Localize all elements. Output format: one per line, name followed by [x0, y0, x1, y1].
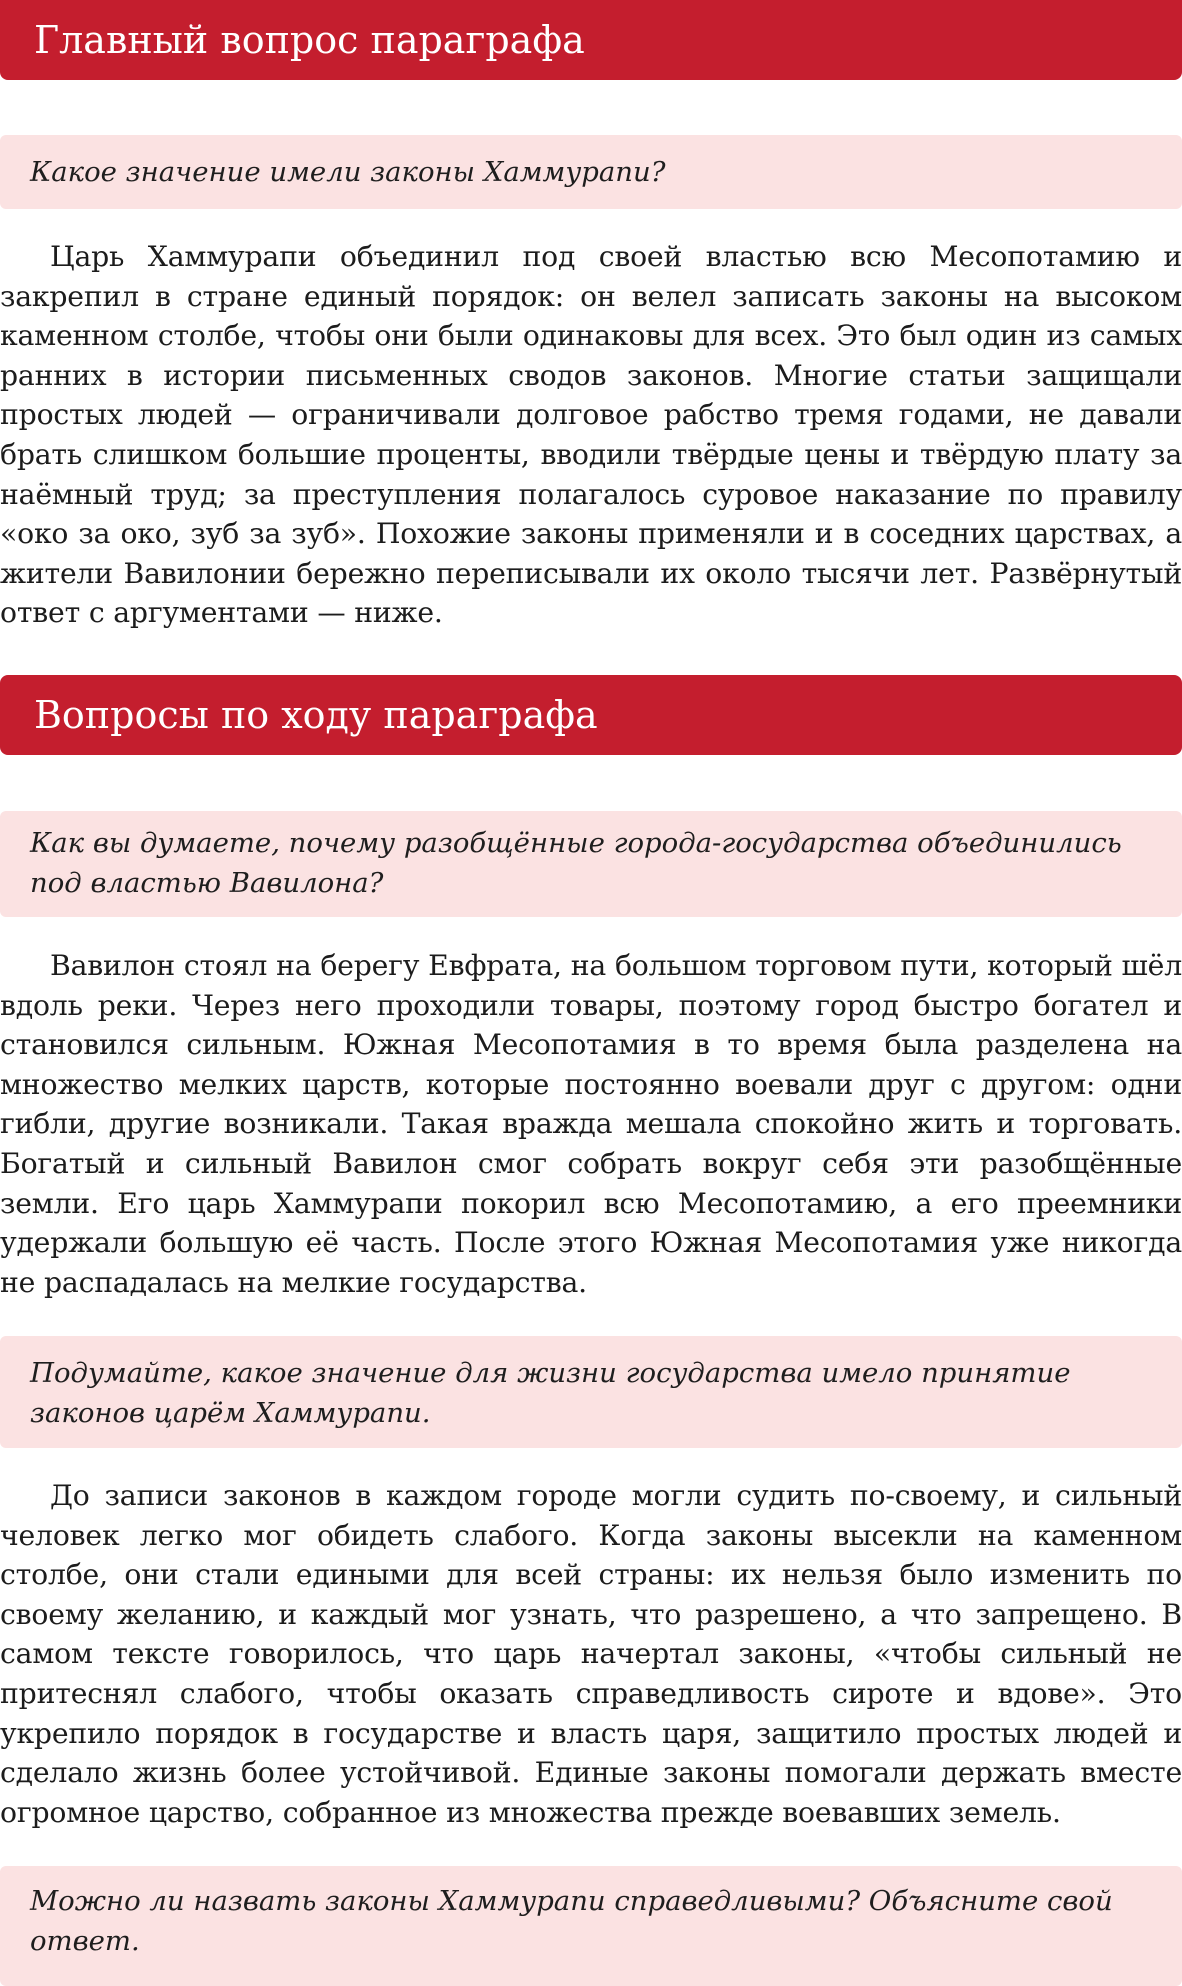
question-text: Можно ли назвать законы Хаммурапи справедливыми? Объясните свой ответ.: [30, 1885, 1113, 1957]
question-box: [0, 811, 1182, 917]
question-text: Какое значение имели законы Хаммурапи?: [30, 156, 666, 188]
question-box: [0, 1866, 1182, 1986]
answer-paragraph: До записи законов в каждом городе могли судить по-своему, и сильный человек легко мог обидеть слабого. Когда законы высекли на каменном столбе, они стали едиными для всей страны: их нельзя было изменить по своему желанию, и каждый мог узнать, что разрешено, а что запрещено. В самом тексте говорилось, что царь начертал законы, «чтобы сильный не притеснял слабого, чтобы оказать справедливость сироте и вдове». Это укрепило порядок в государстве и власть царя, защитило простых людей и сделало жизнь более устойчивой. Единые законы помогали держать вместе огромное царство, собранное из множества прежде воевавших земель.: [0, 1479, 1182, 1829]
answer-paragraph: Вавилон стоял на берегу Евфрата, на большом торговом пути, который шёл вдоль реки. Через него проходили товары, поэтому город быстро богател и становился сильным. Южная Месопотамия в то время была разделена на множество мелких царств, которые постоянно воевали друг с другом: одни гибли, другие возникали. Такая вражда мешала спокойно жить и торговать. Богатый и сильный Вавилон смог собрать вокруг себя эти разобщённые земли. Его царь Хаммурапи покорил всю Месопотамию, а его преемники удержали большую её часть. После этого Южная Месопотамия уже никогда не распадалась на мелкие государства.: [0, 949, 1182, 1299]
question-box: [0, 1336, 1182, 1448]
section-title: Главный вопрос параграфа: [34, 18, 585, 62]
question-text: Подумайте, какое значение для жизни государства имело принятие законов царём Хаммурапи.: [30, 1357, 1071, 1429]
section-header-course-questions: [0, 675, 1182, 755]
question-text: Как вы думаете, почему разобщённые города-государства объединились под властью Вавилона?: [30, 827, 1122, 899]
section-header-main-question: [0, 0, 1182, 80]
section-title: Вопросы по ходу параграфа: [34, 693, 598, 737]
question-box: [0, 135, 1182, 209]
answer-paragraph: Царь Хаммурапи объединил под своей властью всю Месопотамию и закрепил в стране единый порядок: он велел записать законы на высоком каменном столбе, чтобы они были одинаковы для всех. Это был один из самых ранних в истории письменных сводов законов. Многие статьи защищали простых людей — ограничивали долговое рабство тремя годами, не давали брать слишком большие проценты, вводили твёрдые цены и твёрдую плату за наёмный труд; за преступления полагалось суровое наказание по правилу «око за око, зуб за зуб». Похожие законы применяли и в соседних царствах, а жители Вавилонии бережно переписывали их около тысячи лет. Развёрнутый ответ с аргументами — ниже.: [0, 240, 1182, 630]
